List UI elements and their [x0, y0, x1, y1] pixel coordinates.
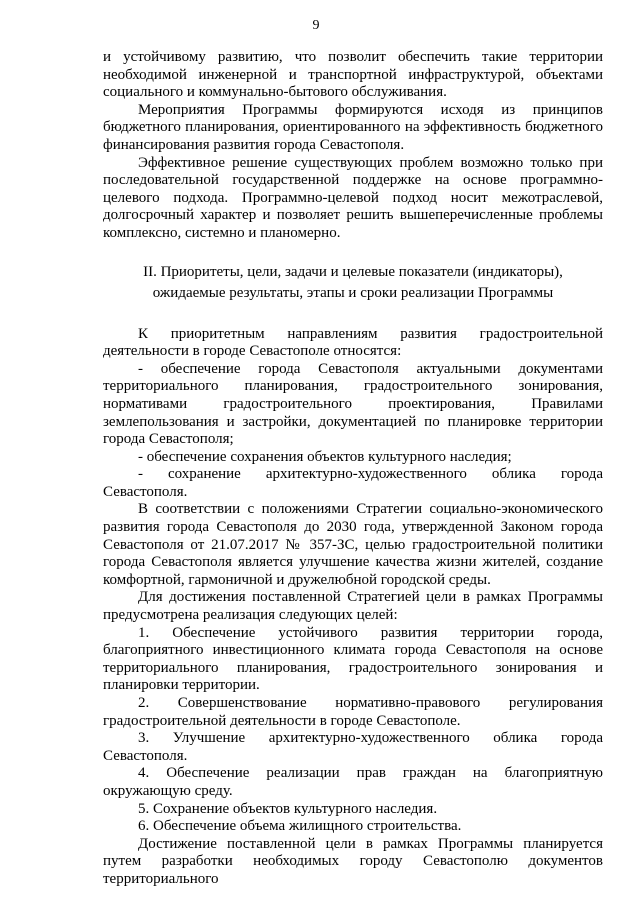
goal-item: 4. Обеспечение реализации прав граждан на благоприятную окружающую среду.: [103, 765, 603, 799]
list-item: - обеспечение города Севастополя актуальными документами территориального планирования, градостроительного зонирования, нормативами градостроительного проектирования, Правилами землепользования и застройки, документацией по планировке территории города Севастополя;: [103, 360, 603, 448]
paragraph: В соответствии с положениями Стратегии социально-экономического развития города Севастополя до 2030 года, утвержденной Законом города Севастополя от 21.07.2017 № 357-ЗС, целью градостроительной политики города Севастополя является улучшение качества жизни жителей, создание комфортной, гармоничной и дружелюбной городской среды.: [103, 501, 603, 588]
goal-item: 3. Улучшение архитектурно-художественного облика города Севастополя.: [103, 730, 603, 764]
goal-item: 1. Обеспечение устойчивого развития территории города, благоприятного инвестиционного климата города Севастополя на основе территориального планирования, градостроительного зонирования и планировки территории.: [103, 624, 603, 694]
paragraph: Эффективное решение существующих проблем возможно только при последовательной государственной поддержке на основе программно-целевого подхода. Программно-целевой подход носит межотраслевой, долгосрочный характер и позволяет решить вышеперечисленные проблемы комплексно, системно и планомерно.: [103, 154, 603, 241]
paragraph: и устойчивому развитию, что позволит обеспечить такие территории необходимой инженерной и транспортной инфраструктурой, объектами социального и коммунально-бытового обслуживания.: [103, 49, 603, 101]
list-item: - обеспечение сохранения объектов культурного наследия;: [138, 448, 512, 465]
page-number: 9: [312, 18, 320, 33]
section-heading: [103, 262, 603, 304]
section-heading-line: ожидаемые результаты, этапы и сроки реализации Программы: [152, 284, 554, 301]
paragraph: Достижение поставленной цели в рамках Программы планируется путем разработки необходимых городу Севастополю документов территориального: [103, 835, 603, 887]
section-heading-line: II. Приоритеты, цели, задачи и целевые показатели (индикаторы),: [143, 263, 563, 280]
paragraph: Для достижения поставленной Стратегией цели в рамках Программы предусмотрена реализация следующих целей:: [103, 589, 603, 624]
goal-item: 5. Сохранение объектов культурного наследия.: [138, 800, 438, 817]
document-body: [103, 49, 603, 889]
goal-item: 6. Обеспечение объема жилищного строительства.: [138, 818, 462, 835]
goal-item: 2. Совершенствование нормативно-правового регулирования градостроительной деятельности в городе Севастополе.: [103, 695, 603, 729]
paragraph: Мероприятия Программы формируются исходя из принципов бюджетного планирования, ориентированного на эффективность бюджетного финансирования развития города Севастополя.: [103, 101, 603, 153]
paragraph: К приоритетным направлениям развития градостроительной деятельности в городе Севастополе относятся:: [103, 325, 603, 360]
list-item: - сохранение архитектурно-художественного облика города Севастополя.: [103, 466, 603, 500]
